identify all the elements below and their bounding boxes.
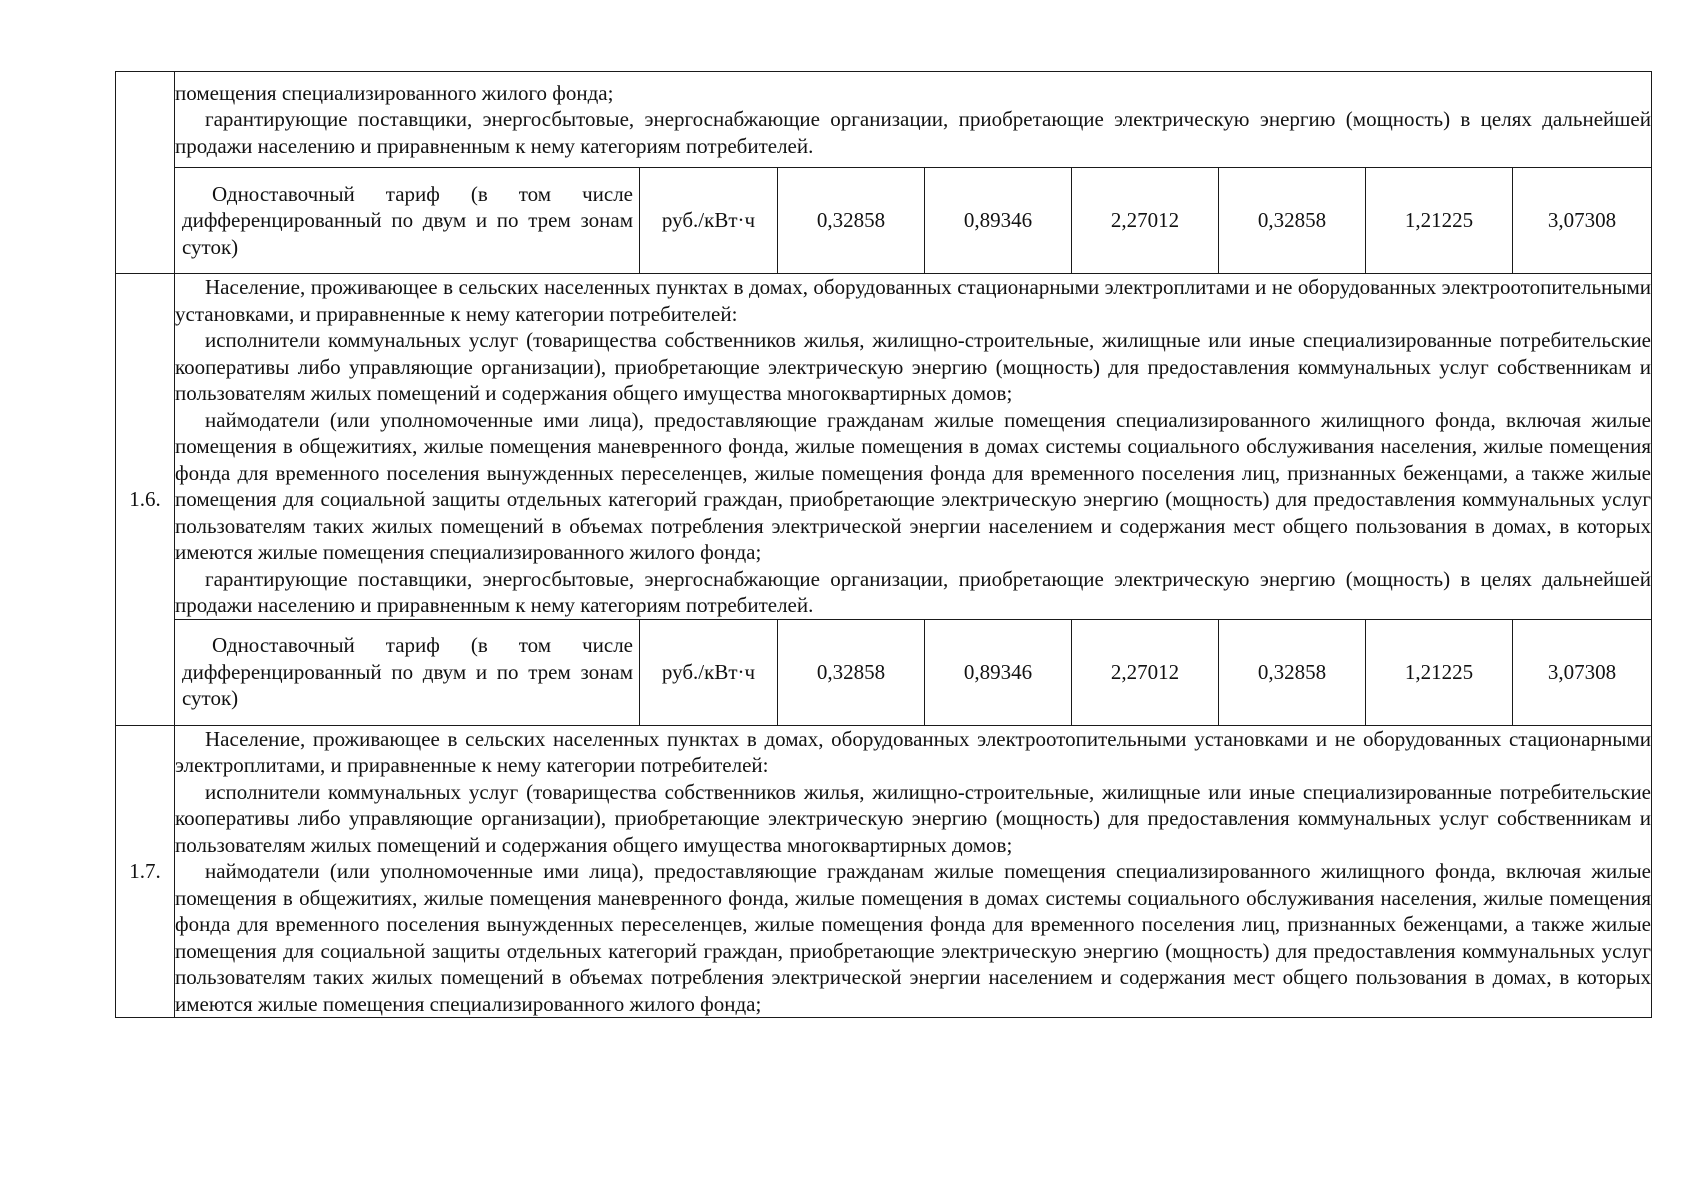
paragraph: Население, проживающее в сельских населенных пунктах в домах, оборудованных стационарными электроплитами и не оборудованных электроотопительными установками, и приравненные к нему категории потребителей: [175,275,1651,326]
tariff-value: 1,21225 [1366,620,1513,725]
tariff-table [115,71,1652,1018]
table-row-1-6 [116,274,1652,620]
tariff-unit: руб./кВт·ч [640,168,778,273]
table-row-continuation [116,72,1652,168]
tariff-values [175,620,1651,725]
tariff-values [175,168,1651,273]
row-number [116,72,175,274]
table-row-tariff [116,619,1652,725]
paragraph: исполнители коммунальных услуг (товарищества собственников жилья, жилищно-строительные, жилищные или иные специализированные потребительские кооперативы либо управляющие организации), приобретающие электрическую энергию (мощность) для предоставления коммунальных услуг собственникам и пользователям жилых помещений и содержания общего имущества многоквартирных домов; [175,328,1651,405]
tariff-value: 0,89346 [925,620,1072,725]
paragraph: гарантирующие поставщики, энергосбытовые, энергоснабжающие организации, приобретающие электрическую энергию (мощность) в целях дальнейшей продажи населению и приравненным к нему категориям потребителей. [175,566,1651,617]
table-row-tariff [116,168,1652,274]
paragraph: наймодатели (или уполномоченные ими лица), предоставляющие гражданам жилые помещения специализированного жилищного фонда, включая жилые помещения в общежитиях, жилые помещения маневренного фонда, жилые помещения в домах системы социального обслуживания населения, жилые помещения фонда для временного поселения вынужденных переселенцев, жилые помещения фонда для временного поселения лиц, признанных беженцами, а также жилые помещения для социальной защиты отдельных категорий граждан, приобретающие электрическую энергию (мощность) для предоставления коммунальных услуг пользователям таких жилых помещений в объемах потребления электрической энергии населением и содержания мест общего пользования в домах, в которых имеются жилые помещения специализированного жилого фонда; [175,407,1651,564]
row-description [175,274,1652,620]
row-number: 1.6. [116,274,175,726]
tariff-value: 3,07308 [1513,620,1652,725]
table-row-1-7 [116,725,1652,1018]
row-description [175,72,1652,168]
paragraph: Население, проживающее в сельских населенных пунктах в домах, оборудованных электроотопительными установками и не оборудованных стационарными электроплитами, и приравненные к нему категории потребителей: [175,726,1651,777]
tariff-value: 0,32858 [1219,168,1366,273]
tariff-value: 0,32858 [778,620,925,725]
tariff-value: 3,07308 [1513,168,1652,273]
tariff-cell [175,619,1652,725]
paragraph: исполнители коммунальных услуг (товарищества собственников жилья, жилищно-строительные, жилищные или иные специализированные потребительские кооперативы либо управляющие организации), приобретающие электрическую энергию (мощность) для предоставления коммунальных услуг собственникам и пользователям жилых помещений и содержания общего имущества многоквартирных домов; [175,779,1651,857]
tariff-value: 0,89346 [925,168,1072,273]
row-number: 1.7. [116,725,175,1018]
tariff-name: Одноставочный тариф (в том числе дифференцированный по двум и по трем зонам суток) [182,181,633,259]
tariff-name: Одноставочный тариф (в том числе дифференцированный по двум и по трем зонам суток) [182,633,633,711]
row-description [175,725,1652,1018]
tariff-cell [175,168,1652,274]
paragraph: наймодатели (или уполномоченные ими лица), предоставляющие гражданам жилые помещения специализированного жилищного фонда, включая жилые помещения в общежитиях, жилые помещения маневренного фонда, жилые помещения в домах системы социального обслуживания населения, жилые помещения фонда для временного поселения вынужденных переселенцев, жилые помещения фонда для временного поселения лиц, признанных беженцами, а также жилые помещения для социальной защиты отдельных категорий граждан, приобретающие электрическую энергию (мощность) для предоставления коммунальных услуг пользователям таких жилых помещений в объемах потребления электрической энергии населением и содержания мест общего пользования в домах, в которых имеются жилые помещения специализированного жилого фонда; [175,859,1651,1016]
tariff-value: 2,27012 [1072,620,1219,725]
tariff-unit: руб./кВт·ч [640,620,778,725]
tariff-value: 0,32858 [1219,620,1366,725]
tariff-value: 1,21225 [1366,168,1513,273]
tariff-value: 2,27012 [1072,168,1219,273]
paragraph: помещения специализированного жилого фонда; [175,80,614,105]
tariff-value: 0,32858 [778,168,925,273]
paragraph: гарантирующие поставщики, энергосбытовые, энергоснабжающие организации, приобретающие электрическую энергию (мощность) в целях дальнейшей продажи населению и приравненным к нему категориям потребителей. [175,107,1651,158]
